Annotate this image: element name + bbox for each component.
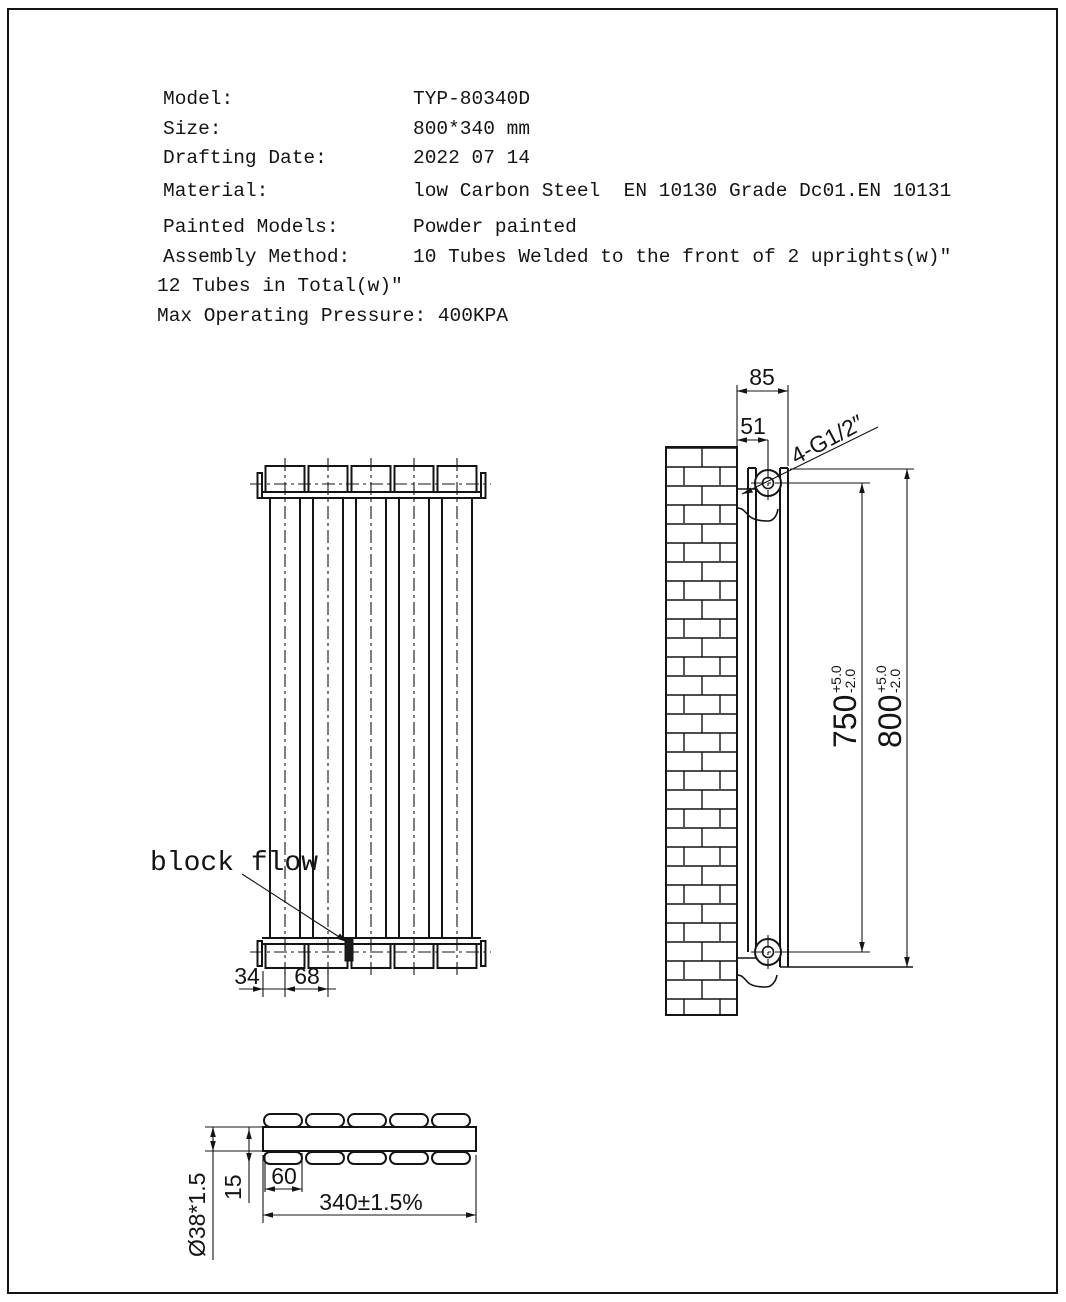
dim-68-text: 68: [294, 963, 320, 989]
dim-arrow: [859, 942, 865, 952]
oval-tube: [390, 1152, 428, 1164]
spec-line-max-pressure: Max Operating Pressure: 400KPA: [157, 305, 509, 327]
spec-label-size: Size:: [163, 118, 222, 140]
oval-tube: [348, 1152, 386, 1164]
spec-value-painted: Powder painted: [413, 216, 577, 238]
block-flow-plug: [345, 939, 353, 961]
block-flow-callout: [150, 848, 347, 942]
dim-60: [265, 1153, 302, 1192]
tube-centerlines: [285, 458, 457, 976]
spec-label-material: Material:: [163, 180, 269, 202]
spec-label-model: Model:: [163, 88, 234, 110]
connection-label: 4-G1/2″: [786, 409, 868, 470]
spec-label-assembly: Assembly Method:: [163, 246, 351, 268]
brick-wall: [666, 447, 737, 1015]
oval-tube: [432, 1114, 470, 1127]
dim-arrow: [859, 483, 865, 493]
dim-750-text: 750: [827, 694, 863, 748]
front-tube-row: [264, 1114, 470, 1127]
dim-arrow: [263, 1212, 273, 1218]
spec-block: [157, 88, 951, 327]
dim-51-text: 51: [740, 413, 766, 439]
dim-arrow: [904, 957, 910, 967]
dim-60-text: 60: [271, 1163, 297, 1189]
block-flow-leader: [242, 874, 347, 942]
dim-800-tol-minus: -2.0: [887, 668, 903, 693]
dim-750-tol-plus: +5.0: [828, 665, 844, 693]
dim-15: [220, 1127, 252, 1203]
oval-tube: [264, 1114, 302, 1127]
dim-arrow: [904, 469, 910, 479]
spec-line-tubes-total: 12 Tubes in Total(w)″: [157, 275, 403, 297]
dim-arrow: [778, 388, 788, 394]
front-view: [150, 458, 491, 997]
dim-340-text: 340±1.5%: [319, 1189, 423, 1215]
dim-15-text: 15: [220, 1174, 246, 1200]
dim-tube-spec-text: Ø38*1.5: [184, 1172, 210, 1257]
side-tube-strips: [748, 468, 788, 967]
oval-tube: [306, 1114, 344, 1127]
dim-800-text: 800: [872, 694, 908, 748]
oval-tube: [390, 1114, 428, 1127]
dim-arrow: [466, 1212, 476, 1218]
dim-85-text: 85: [749, 364, 775, 390]
dim-51: [737, 413, 768, 466]
oval-tube: [432, 1152, 470, 1164]
spec-value-size: 800*340 mm: [413, 118, 531, 140]
spec-value-model: TYP-80340D: [413, 88, 531, 110]
dim-750: [782, 483, 870, 952]
spec-label-painted: Painted Models:: [163, 216, 339, 238]
dim-arrow: [210, 1141, 216, 1151]
header-band: [263, 1127, 476, 1151]
spec-value-assembly: 10 Tubes Welded to the front of 2 uprights(w)″: [413, 246, 952, 268]
dim-arrow: [246, 1153, 252, 1163]
spec-value-date: 2022 07 14: [413, 147, 531, 169]
side-view: [666, 364, 914, 1015]
dim-34-text: 34: [234, 963, 260, 989]
dim-arrow: [210, 1127, 216, 1137]
dim-750-tol-minus: -2.0: [842, 668, 858, 693]
spec-value-material: low Carbon Steel EN 10130 Grade Dc01.EN 10131: [413, 180, 952, 202]
oval-tube: [348, 1114, 386, 1127]
bottom-view: [184, 1114, 476, 1260]
dim-arrow: [246, 1129, 252, 1139]
dim-800-tol-plus: +5.0: [873, 665, 889, 693]
dim-arrow: [737, 388, 747, 394]
spec-label-date: Drafting Date:: [163, 147, 327, 169]
oval-tube: [306, 1152, 344, 1164]
block-flow-label: block flow: [150, 848, 319, 879]
